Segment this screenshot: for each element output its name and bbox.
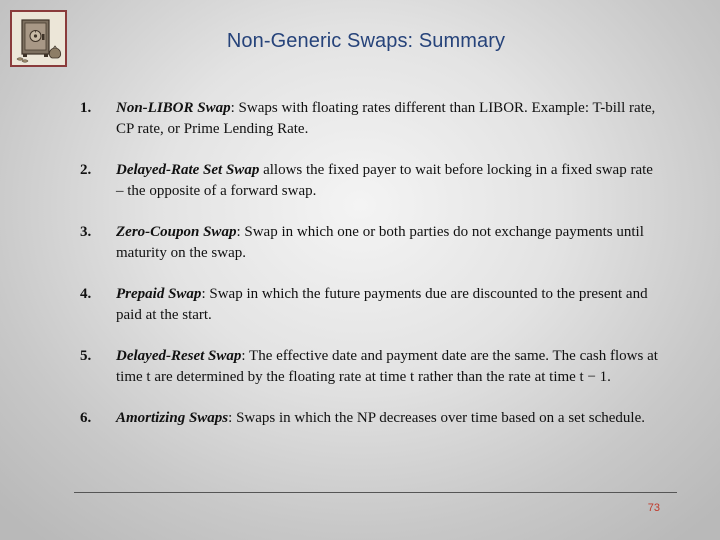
item-term: Non-LIBOR Swap xyxy=(116,100,231,116)
footer-divider xyxy=(74,492,677,493)
slide-title: Non-Generic Swaps: Summary xyxy=(226,30,506,52)
item-term: Amortizing Swaps xyxy=(116,410,229,426)
swap-list xyxy=(80,98,660,429)
item-description: The effective date and payment date are the same. The cash flows at time t are determined by the floating rate at time t rather than the rate at time t − 1. xyxy=(116,348,658,385)
item-description: Swap in which the future payments due are discounted to the present and paid at the start. xyxy=(116,286,648,323)
item-separator: : xyxy=(241,348,250,364)
item-term: Delayed-Reset Swap xyxy=(116,348,242,364)
item-number: 4. xyxy=(80,286,92,302)
list-item xyxy=(80,346,660,388)
item-term: Prepaid Swap xyxy=(116,286,202,302)
item-number: 5. xyxy=(80,348,92,364)
item-separator: : xyxy=(230,100,239,116)
item-separator: : xyxy=(201,286,210,302)
list-item xyxy=(80,160,660,202)
list-item xyxy=(80,408,660,429)
item-number: 1. xyxy=(80,100,92,116)
item-description: Swaps in which the NP decreases over time based on a set schedule. xyxy=(236,410,645,426)
page-number: 73 xyxy=(647,502,660,514)
item-separator: : xyxy=(236,224,245,240)
list-item xyxy=(80,98,660,140)
item-description: allows the fixed payer to wait before locking in a fixed swap rate – the opposite of a forward swap. xyxy=(116,162,653,199)
item-term: Delayed-Rate Set Swap xyxy=(116,162,260,178)
list-item xyxy=(80,284,660,326)
item-number: 2. xyxy=(80,162,92,178)
item-description: Swap in which one or both parties do not exchange payments until maturity on the swap. xyxy=(116,224,644,261)
item-number: 3. xyxy=(80,224,92,240)
item-term: Zero-Coupon Swap xyxy=(116,224,237,240)
item-separator: : xyxy=(228,410,237,426)
item-description: Swaps with floating rates different than LIBOR. Example: T-bill rate, CP rate, or Prime Lending Rate. xyxy=(116,100,656,137)
item-number: 6. xyxy=(80,410,92,426)
list-item xyxy=(80,222,660,264)
